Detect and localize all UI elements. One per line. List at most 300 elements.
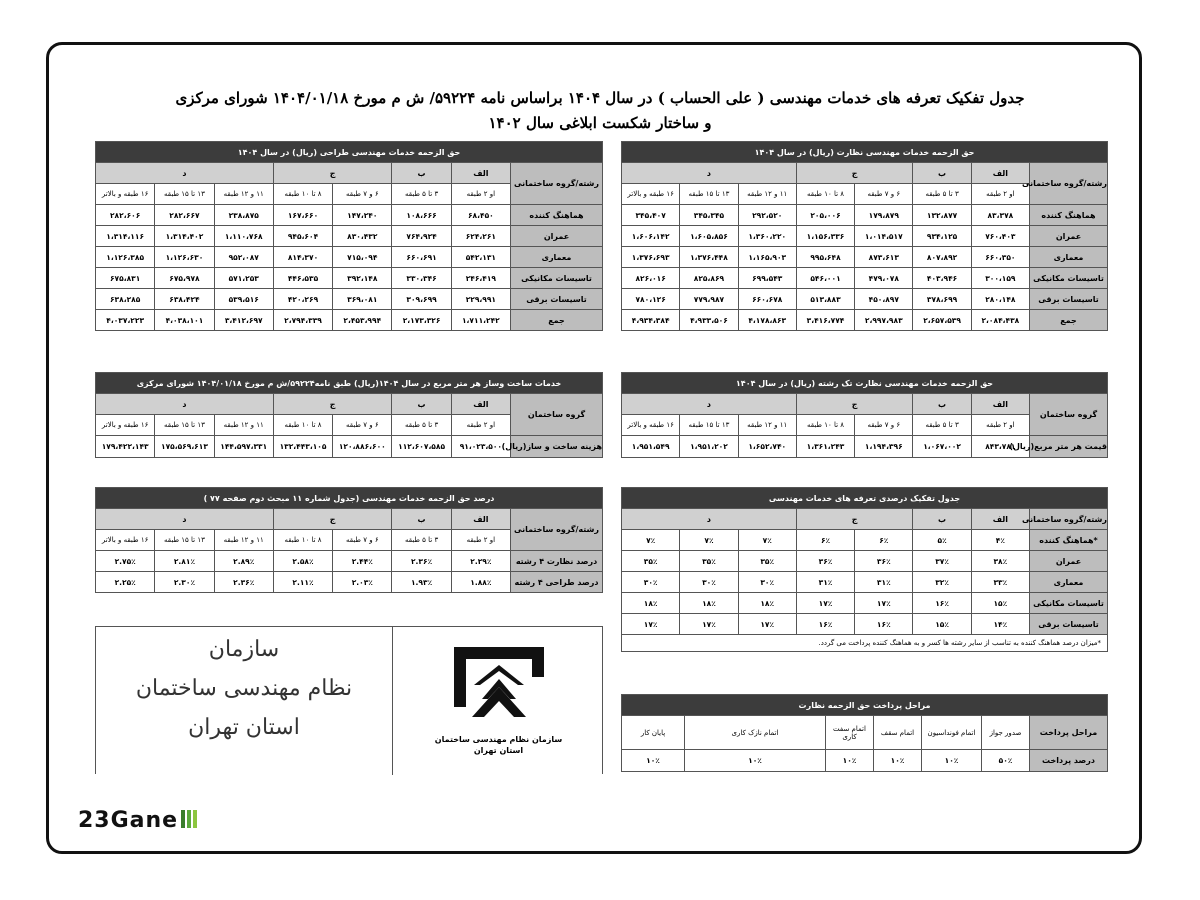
group-header: ب <box>913 509 971 530</box>
title-line-1: جدول تفکیک تعرفه های خدمات مهندسی ( علی الحساب ) در سال ۱۴۰۴ براساس نامه ۵۹۲۲۴/ ش م مورخ ۱۴۰۴/۰۱/۱۸ شورای مرکزی <box>175 89 1025 107</box>
row-label: عمران <box>1030 226 1108 247</box>
table-row <box>622 310 1108 331</box>
table-row <box>622 247 1108 268</box>
row-header: رشته/گروه ساختمانی <box>511 163 603 205</box>
single-field-caption: حق الزحمه خدمات مهندسی نظارت تک رشته (ریال) در سال ۱۴۰۴ <box>622 373 1108 394</box>
table-cell: ۲۳۸،۸۷۵ <box>214 205 273 226</box>
payment-percent: ۱۰٪ <box>826 750 874 772</box>
org-line-2: نظام مهندسی ساختمان <box>135 676 353 701</box>
single-field-table <box>621 372 1108 458</box>
floor-header: او ۲ طبقه <box>971 184 1029 205</box>
table-cell: ۱،۱۲۶،۳۸۵ <box>96 247 155 268</box>
logo-caption-2: استان تهران <box>473 746 524 755</box>
table-cell: ۴۵۰،۸۹۷ <box>855 289 913 310</box>
table-cell: ۱۴۷،۲۴۰ <box>333 205 392 226</box>
table-cell: ۴٪ <box>971 530 1029 551</box>
logo-caption-1: سازمان نظام مهندسی ساختمان <box>434 735 563 744</box>
table-cell: ۴۷۹،۰۷۸ <box>855 268 913 289</box>
table-cell: ۳۳٪ <box>971 572 1029 593</box>
table-cell: ۱،۱۲۶،۶۳۰ <box>155 247 214 268</box>
payment-stage: اتمام فونداسیون <box>922 716 982 750</box>
table-cell: ۱۲۰،۸۸۶،۶۰۰ <box>333 436 392 458</box>
table-cell: ۶۶۰،۳۵۰ <box>971 247 1029 268</box>
table-cell: ۱،۳۶۰،۲۲۰ <box>738 226 796 247</box>
supervision-caption: حق الزحمه خدمات مهندسی نظارت (ریال) در سال ۱۴۰۴ <box>622 142 1108 163</box>
floor-header: ۶ و ۷ طبقه <box>855 184 913 205</box>
floor-header: ۱۶ طبقه و بالاتر <box>622 184 680 205</box>
table-cell: ۱،۱۵۶،۳۳۶ <box>796 226 854 247</box>
table-cell: ۱۸٪ <box>738 593 796 614</box>
organization-logo <box>393 627 604 775</box>
table-cell: ۱۷٪ <box>855 593 913 614</box>
table-cell: ۱۶۷،۶۶۰ <box>273 205 332 226</box>
table-cell: ۲.۵۸٪ <box>273 551 332 572</box>
table-cell: ۲۹۲،۵۲۰ <box>738 205 796 226</box>
table-cell: ۲.۲۹٪ <box>451 551 510 572</box>
org-line-3: استان تهران <box>188 715 300 740</box>
building-group-header: گروه ساختمان <box>1030 394 1108 436</box>
construction-table <box>95 372 603 458</box>
group-header: د <box>622 163 797 184</box>
table-cell: ۳۶۹،۰۸۱ <box>333 289 392 310</box>
table-cell: ۲۴۶،۴۱۹ <box>451 268 510 289</box>
floor-header: ۸ تا ۱۰ طبقه <box>273 530 332 551</box>
payment-stage: پایان کار <box>622 716 685 750</box>
table-cell: ۱۷۹،۸۷۹ <box>855 205 913 226</box>
table-cell: ۲۲۹،۹۹۱ <box>451 289 510 310</box>
table-cell: ۱۷۹،۴۲۲،۱۴۳ <box>96 436 155 458</box>
table-cell: ۱،۰۱۴،۵۱۷ <box>855 226 913 247</box>
table-row <box>96 310 603 331</box>
table-cell: ۱۷٪ <box>680 614 738 635</box>
table-cell: ۳۸٪ <box>971 551 1029 572</box>
table-cell: ۲،۹۹۷،۹۸۳ <box>855 310 913 331</box>
row-label: معماری <box>511 247 603 268</box>
table-row <box>96 226 603 247</box>
floor-header: ۸ تا ۱۰ طبقه <box>796 184 854 205</box>
group-header: د <box>622 509 797 530</box>
floor-header: ۱۶ طبقه و بالاتر <box>96 184 155 205</box>
group-header: ب <box>913 394 971 415</box>
percent-note: *میزان درصد هماهنگ کننده به تناسب از سایر رشته ها کسر و به هماهنگ کننده پرداخت می گردد. <box>621 635 1108 652</box>
table-cell: ۱،۹۵۱،۵۴۹ <box>622 436 680 458</box>
group-header: الف <box>971 394 1029 415</box>
group-header: ج <box>273 509 392 530</box>
floor-header: ۱۳ تا ۱۵ طبقه <box>155 184 214 205</box>
table-cell: ۱،۶۰۵،۸۵۶ <box>680 226 738 247</box>
table-cell: ۷٪ <box>680 530 738 551</box>
table-cell: ۲،۰۸۴،۴۳۸ <box>971 310 1029 331</box>
table-cell: ۵۷۱،۲۵۳ <box>214 268 273 289</box>
table-cell: ۱،۱۶۵،۹۰۳ <box>738 247 796 268</box>
table-cell: ۴۰۳،۹۴۶ <box>913 268 971 289</box>
table-cell: ۱۸٪ <box>680 593 738 614</box>
table-cell: ۳۰۹،۶۹۹ <box>392 289 451 310</box>
table-cell: ۳۵٪ <box>622 551 680 572</box>
table-cell: ۲۸۲،۶۶۷ <box>155 205 214 226</box>
percent-body <box>622 530 1108 635</box>
payment-percent: ۱۰٪ <box>874 750 922 772</box>
floor-header: ۱۱ و ۱۲ طبقه <box>214 184 273 205</box>
table-cell: ۷۱۵،۰۹۴ <box>333 247 392 268</box>
table-cell: ۶۸،۴۵۰ <box>451 205 510 226</box>
table-cell: ۳۶٪ <box>855 551 913 572</box>
table-cell: ۱۶٪ <box>855 614 913 635</box>
table-cell: ۱۴٪ <box>971 614 1029 635</box>
table-cell: ۲.۳۰٪ <box>155 572 214 593</box>
table-cell: ۴۴۶،۵۳۵ <box>273 268 332 289</box>
table-row <box>622 226 1108 247</box>
table-cell: ۳۷٪ <box>913 551 971 572</box>
table-cell: ۲،۴۵۳،۹۹۴ <box>333 310 392 331</box>
table-cell: ۸۷۳،۶۱۳ <box>855 247 913 268</box>
row-label: عمران <box>1030 551 1108 572</box>
table-cell: ۱۷٪ <box>622 614 680 635</box>
organization-name <box>96 627 393 775</box>
table-cell: ۲.۳۶٪ <box>392 551 451 572</box>
table-cell: ۴،۹۳۳،۵۰۶ <box>680 310 738 331</box>
brand-bars-icon <box>181 809 199 834</box>
floor-header: ۱۱ و ۱۲ طبقه <box>738 184 796 205</box>
table-row <box>622 289 1108 310</box>
table-cell: ۱.۸۸٪ <box>451 572 510 593</box>
payment-stages-label: مراحل پرداخت <box>1030 716 1108 750</box>
floor-header: ۳ تا ۵ طبقه <box>913 415 971 436</box>
table-cell: ۸۰۷،۸۹۲ <box>913 247 971 268</box>
group-header: د <box>96 509 274 530</box>
group-header: ج <box>796 163 913 184</box>
floor-header: ۱۱ و ۱۲ طبقه <box>214 415 273 436</box>
table-row <box>96 436 603 458</box>
table-cell: ۳۵٪ <box>680 551 738 572</box>
table-cell: ۲.۲۵٪ <box>96 572 155 593</box>
table-cell: ۶۲۴،۲۶۱ <box>451 226 510 247</box>
row-label: عمران <box>511 226 603 247</box>
table-cell: ۸۴۳،۷۸۱ <box>971 436 1029 458</box>
table-cell: ۱،۱۱۰،۷۶۸ <box>214 226 273 247</box>
table-cell: ۴،۰۳۸،۱۰۱ <box>155 310 214 331</box>
table-cell: ۹۳۴،۱۲۵ <box>913 226 971 247</box>
table-row <box>96 551 603 572</box>
percent-caption: جدول تفکیک درصدی تعرفه های خدمات مهندسی <box>622 488 1108 509</box>
floor-header: او ۲ طبقه <box>451 530 510 551</box>
org-line-1: سازمان <box>208 637 280 662</box>
table-cell: ۱،۷۱۱،۲۴۲ <box>451 310 510 331</box>
table-cell: ۹۴۵،۶۰۴ <box>273 226 332 247</box>
table-cell: ۴،۱۷۸،۸۶۳ <box>738 310 796 331</box>
row-label: معماری <box>1030 572 1108 593</box>
table-cell: ۱،۳۶۱،۲۴۳ <box>796 436 854 458</box>
construction-body <box>96 436 603 458</box>
table-cell: ۱،۱۹۴،۳۹۶ <box>855 436 913 458</box>
table-cell: ۶۷۵،۸۳۱ <box>96 268 155 289</box>
table-cell: ۱،۳۱۴،۱۱۶ <box>96 226 155 247</box>
row-label: جمع <box>1030 310 1108 331</box>
group-header: الف <box>451 509 510 530</box>
table-cell: ۷۸۰،۱۲۶ <box>622 289 680 310</box>
table-row <box>622 268 1108 289</box>
construction-caption: خدمات ساخت وساز هر متر مربع در سال ۱۴۰۴(ریال) طبق نامه۵۹۲۲۴/ش م مورخ ۱۴۰۴/۰۱/۱۸ شورای مرکزی <box>96 373 603 394</box>
table-cell: ۵٪ <box>913 530 971 551</box>
floor-header: ۳ تا ۵ طبقه <box>392 415 451 436</box>
table-cell: ۱،۰۶۷،۰۰۲ <box>913 436 971 458</box>
table-cell: ۲،۷۹۴،۳۳۹ <box>273 310 332 331</box>
table-cell: ۳۹۲،۱۴۸ <box>333 268 392 289</box>
table-cell: ۲.۸۱٪ <box>155 551 214 572</box>
table-cell: ۱۳۲،۸۷۷ <box>913 205 971 226</box>
table-cell: ۱۷۵،۵۶۹،۶۱۳ <box>155 436 214 458</box>
floor-header: ۱۶ طبقه و بالاتر <box>96 415 155 436</box>
table-cell: ۱۵٪ <box>971 593 1029 614</box>
table-cell: ۲۰۵،۰۰۶ <box>796 205 854 226</box>
group-header: د <box>96 394 274 415</box>
percent-table <box>621 487 1108 652</box>
table-cell: ۲،۶۵۷،۵۳۹ <box>913 310 971 331</box>
design-caption: حق الزحمه خدمات مهندسی طراحی (ریال) در سال ۱۴۰۴ <box>96 142 603 163</box>
payment-percent: ۱۰٪ <box>922 750 982 772</box>
org-emblem-icon <box>444 637 554 727</box>
floor-header: او ۲ طبقه <box>451 415 510 436</box>
table-cell: ۱،۶۵۲،۷۴۰ <box>738 436 796 458</box>
table-row <box>622 572 1108 593</box>
row-label: قیمت هر متر مربع(ریال) <box>1030 436 1108 458</box>
payment-stage: اتمام سفت کاری <box>826 716 874 750</box>
table-cell: ۱۷٪ <box>738 614 796 635</box>
supervision-body <box>622 205 1108 331</box>
row-label: تاسیسات برقی <box>1030 289 1108 310</box>
table-cell: ۳۶٪ <box>796 551 854 572</box>
floor-header: ۱۳ تا ۱۵ طبقه <box>680 184 738 205</box>
table-cell: ۸۳۰،۴۳۲ <box>333 226 392 247</box>
table-cell: ۶٪ <box>796 530 854 551</box>
table-cell: ۴،۰۳۷،۲۲۳ <box>96 310 155 331</box>
group-header: ج <box>273 163 392 184</box>
table-cell: ۵۴۲،۱۳۱ <box>451 247 510 268</box>
row-label: تاسیسات برقی <box>1030 614 1108 635</box>
table-cell: ۳۴۵،۴۰۷ <box>622 205 680 226</box>
table-cell: ۷٪ <box>622 530 680 551</box>
table-cell: ۱۸٪ <box>622 593 680 614</box>
group-header: ج <box>796 394 913 415</box>
organization-box <box>95 626 603 774</box>
table-cell: ۵۱۳،۸۸۳ <box>796 289 854 310</box>
table-cell: ۲.۰۳٪ <box>333 572 392 593</box>
row-header: رشته/گروه ساختمانی <box>1030 509 1108 530</box>
table-cell: ۷٪ <box>738 530 796 551</box>
table-cell: ۶۶۰،۶۷۸ <box>738 289 796 310</box>
floor-header: ۶ و ۷ طبقه <box>855 415 913 436</box>
table-cell: ۸۱۴،۳۷۰ <box>273 247 332 268</box>
row-header: رشته/گروه ساختمانی <box>1030 163 1108 205</box>
payment-percent: ۵۰٪ <box>982 750 1030 772</box>
table-cell: ۹۱،۰۲۳،۵۰۰ <box>451 436 510 458</box>
row-label: تاسیسات مکانیکی <box>511 268 603 289</box>
title-line-2: و ساختار شکست ابلاغی سال ۱۴۰۲ <box>488 114 712 132</box>
payment-caption: مراحل پرداخت حق الزحمه نظارت <box>622 695 1108 716</box>
group-header: ب <box>392 394 451 415</box>
table-cell: ۱،۶۰۶،۱۴۲ <box>622 226 680 247</box>
table-cell: ۲.۳۶٪ <box>214 572 273 593</box>
group-header: د <box>622 394 797 415</box>
floor-header: ۳ تا ۵ طبقه <box>392 530 451 551</box>
table-cell: ۳۰٪ <box>738 572 796 593</box>
group-header: ج <box>273 394 392 415</box>
table-cell: ۸۲۶،۰۱۶ <box>622 268 680 289</box>
table-row <box>622 436 1108 458</box>
floor-header: ۳ تا ۵ طبقه <box>913 184 971 205</box>
share-body <box>96 551 603 593</box>
brand-name: 23Gane <box>78 808 179 833</box>
table-cell: ۲.۸۹٪ <box>214 551 273 572</box>
floor-header: او ۲ طبقه <box>451 184 510 205</box>
table-cell: ۷۶۴،۹۲۴ <box>392 226 451 247</box>
payment-stage: صدور جواز <box>982 716 1030 750</box>
floor-header: او ۲ طبقه <box>971 415 1029 436</box>
row-header: رشته/گروه ساختمانی <box>511 509 603 551</box>
row-label: معماری <box>1030 247 1108 268</box>
floor-header: ۸ تا ۱۰ طبقه <box>273 415 332 436</box>
table-cell: ۱۴۴،۵۹۷،۳۳۱ <box>214 436 273 458</box>
group-header: الف <box>971 509 1029 530</box>
floor-header: ۱۱ و ۱۲ طبقه <box>738 415 796 436</box>
table-cell: ۳۵٪ <box>738 551 796 572</box>
table-row <box>96 289 603 310</box>
share-table <box>95 487 603 593</box>
table-cell: ۱،۳۷۶،۴۴۸ <box>680 247 738 268</box>
table-cell: ۲.۷۵٪ <box>96 551 155 572</box>
floor-header: ۸ تا ۱۰ طبقه <box>273 184 332 205</box>
row-label: هزینه ساخت و ساز(ریال) <box>511 436 603 458</box>
group-header: ب <box>392 163 451 184</box>
table-row <box>96 205 603 226</box>
table-cell: ۳۱٪ <box>796 572 854 593</box>
brand-logo <box>78 808 199 834</box>
table-cell: ۴،۹۳۴،۳۸۴ <box>622 310 680 331</box>
table-cell: ۱۶٪ <box>796 614 854 635</box>
table-cell: ۱۵٪ <box>913 614 971 635</box>
table-cell: ۳۱٪ <box>855 572 913 593</box>
payment-percent-label: درصد پرداخت <box>1030 750 1108 772</box>
table-cell: ۲۸۰،۱۴۸ <box>971 289 1029 310</box>
table-cell: ۱۳۲،۴۴۳،۱۰۵ <box>273 436 332 458</box>
table-cell: ۱،۹۵۱،۲۰۲ <box>680 436 738 458</box>
table-cell: ۳۲٪ <box>913 572 971 593</box>
floor-header: ۱۶ طبقه و بالاتر <box>622 415 680 436</box>
row-label: هماهنگ کننده <box>511 205 603 226</box>
table-cell: ۵۴۶،۰۰۱ <box>796 268 854 289</box>
group-header: ج <box>796 509 913 530</box>
group-header: الف <box>451 394 510 415</box>
table-row <box>96 247 603 268</box>
table-cell: ۳،۴۱۶،۷۷۴ <box>796 310 854 331</box>
table-row <box>622 614 1108 635</box>
table-cell: ۱۱۲،۶۰۷،۵۸۵ <box>392 436 451 458</box>
table-cell: ۷۶۰،۴۰۳ <box>971 226 1029 247</box>
floor-header: ۱۶ طبقه و بالاتر <box>96 530 155 551</box>
floor-header: ۱۳ تا ۱۵ طبقه <box>155 530 214 551</box>
table-cell: ۳۷۸،۶۹۹ <box>913 289 971 310</box>
table-cell: ۹۵۲،۰۸۷ <box>214 247 273 268</box>
table-cell: ۱۶٪ <box>913 593 971 614</box>
table-row <box>96 572 603 593</box>
table-row <box>622 205 1108 226</box>
floor-header: ۱۳ تا ۱۵ طبقه <box>680 415 738 436</box>
row-label: درصد طراحی ۴ رشته <box>511 572 603 593</box>
floor-header: ۱۱ و ۱۲ طبقه <box>214 530 273 551</box>
group-header: ب <box>392 509 451 530</box>
row-label: تاسیسات مکانیکی <box>1030 593 1108 614</box>
payment-table <box>621 694 1108 772</box>
table-cell: ۱،۳۷۶،۶۹۳ <box>622 247 680 268</box>
table-cell: ۴۲۰،۲۶۹ <box>273 289 332 310</box>
table-cell: ۶۶۰،۶۹۱ <box>392 247 451 268</box>
table-cell: ۳۰٪ <box>680 572 738 593</box>
group-header: د <box>96 163 274 184</box>
table-cell: ۲.۴۴٪ <box>333 551 392 572</box>
table-cell: ۱.۹۳٪ <box>392 572 451 593</box>
table-row <box>622 530 1108 551</box>
table-row <box>622 551 1108 572</box>
floor-header: ۱۳ تا ۱۵ طبقه <box>155 415 214 436</box>
design-table <box>95 141 603 331</box>
table-cell: ۱،۳۱۴،۴۰۲ <box>155 226 214 247</box>
table-cell: ۷۷۹،۹۸۷ <box>680 289 738 310</box>
single-field-body <box>622 436 1108 458</box>
table-cell: ۲.۱۱٪ <box>273 572 332 593</box>
payment-stage: اتمام نازک کاری <box>685 716 826 750</box>
table-row <box>96 268 603 289</box>
table-cell: ۳۳۰،۳۴۶ <box>392 268 451 289</box>
table-cell: ۸۳،۳۷۸ <box>971 205 1029 226</box>
floor-header: ۶ و ۷ طبقه <box>333 415 392 436</box>
payment-percent: ۱۰٪ <box>685 750 826 772</box>
building-group-header: گروه ساختمان <box>511 394 603 436</box>
table-cell: ۹۹۵،۶۴۸ <box>796 247 854 268</box>
table-cell: ۳،۴۱۲،۶۹۷ <box>214 310 273 331</box>
table-row <box>622 593 1108 614</box>
table-cell: ۳۰۰،۱۵۹ <box>971 268 1029 289</box>
row-label: تاسیسات برقی <box>511 289 603 310</box>
table-cell: ۶۹۹،۵۴۳ <box>738 268 796 289</box>
design-body <box>96 205 603 331</box>
table-cell: ۲،۱۷۳،۳۲۶ <box>392 310 451 331</box>
page-title <box>150 86 1050 136</box>
group-header: ب <box>913 163 971 184</box>
table-cell: ۳۰٪ <box>622 572 680 593</box>
table-cell: ۱۰۸،۶۶۶ <box>392 205 451 226</box>
supervision-table <box>621 141 1108 331</box>
row-label: درصد نظارت ۴ رشته <box>511 551 603 572</box>
table-cell: ۲۸۲،۶۰۶ <box>96 205 155 226</box>
group-header: الف <box>451 163 510 184</box>
table-cell: ۶۷۵،۹۷۸ <box>155 268 214 289</box>
floor-header: ۸ تا ۱۰ طبقه <box>796 415 854 436</box>
group-header: الف <box>971 163 1029 184</box>
row-label: *هماهنگ کننده <box>1030 530 1108 551</box>
payment-stage: اتمام سقف <box>874 716 922 750</box>
floor-header: ۳ تا ۵ طبقه <box>392 184 451 205</box>
payment-percent: ۱۰٪ <box>622 750 685 772</box>
table-cell: ۵۳۹،۵۱۶ <box>214 289 273 310</box>
share-caption: درصد حق الزحمه خدمات مهندسی (جدول شماره ۱۱ مبحث دوم صفحه ۷۷ ) <box>96 488 603 509</box>
table-cell: ۶۳۸،۴۲۴ <box>155 289 214 310</box>
floor-header: ۶ و ۷ طبقه <box>333 184 392 205</box>
row-label: هماهنگ کننده <box>1030 205 1108 226</box>
row-label: جمع <box>511 310 603 331</box>
row-label: تاسیسات مکانیکی <box>1030 268 1108 289</box>
table-cell: ۶٪ <box>855 530 913 551</box>
table-cell: ۶۳۸،۲۸۵ <box>96 289 155 310</box>
